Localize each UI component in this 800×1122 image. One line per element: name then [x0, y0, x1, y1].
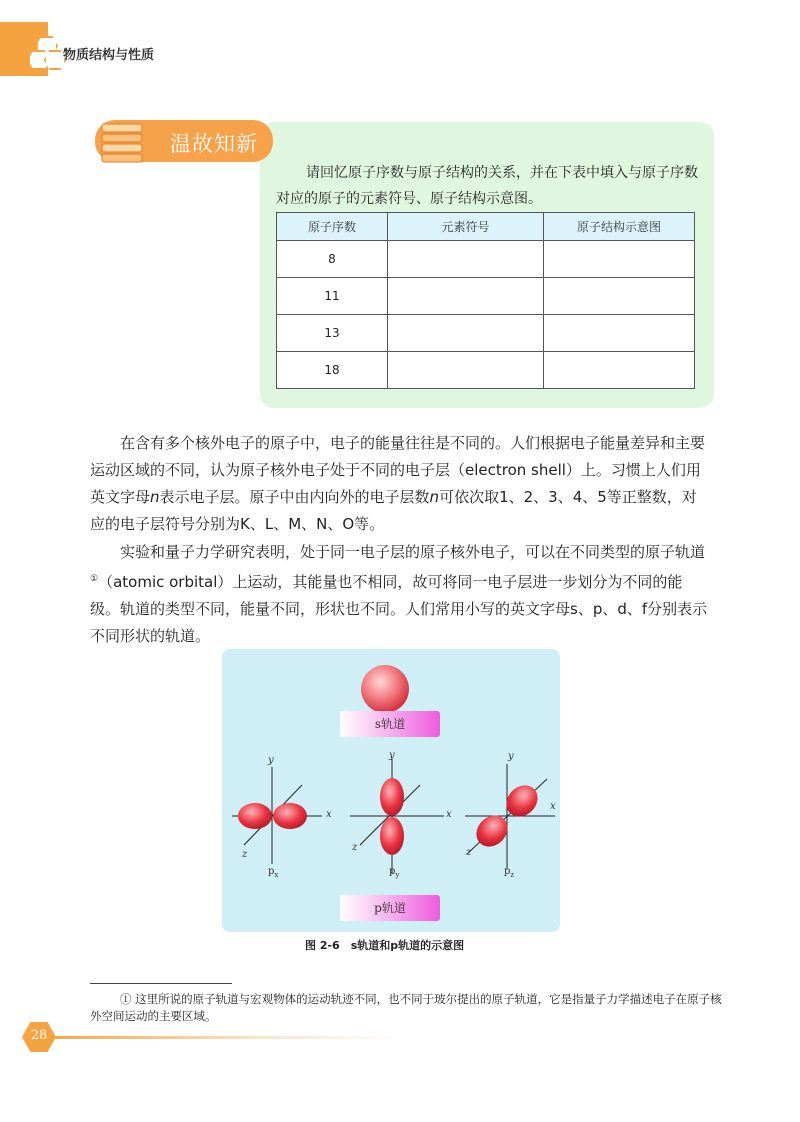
- paragraph-text: （atomic orbital）上运动，其能量也不相同，故可将同一电子层进一步划分为不同的能级。轨道的类型不同，能量不同，形状也不同。人们常用小写的英文字母s、p、d、f分别表示不同形状的轨道。: [90, 573, 708, 645]
- table-cell: [388, 315, 544, 352]
- table-row: [277, 278, 695, 315]
- pz-orbital: [465, 764, 555, 869]
- table-cell: [388, 241, 544, 278]
- page-footer-bar: [40, 1036, 400, 1039]
- page-number: 28: [30, 1028, 48, 1043]
- table-cell: [544, 315, 695, 352]
- paragraph-atomic-orbital: [90, 539, 710, 650]
- axis-label-z: z: [466, 847, 472, 858]
- chapter-title: 物质结构与性质: [63, 48, 155, 63]
- table-cell: [544, 241, 695, 278]
- table-row: [277, 352, 695, 389]
- review-badge-label: 温故知新: [170, 132, 258, 156]
- table-row: [277, 315, 695, 352]
- py-label: [389, 866, 399, 879]
- axis-label-x: x: [446, 809, 452, 820]
- footnote-divider: [90, 983, 232, 984]
- table-cell: [544, 352, 695, 389]
- review-prompt: 请回忆原子序数与原子结构的关系，并在下表中填入与原子序数对应的原子的元素符号、原子结构示意图。: [276, 165, 698, 207]
- paragraph-electron-shell: [90, 430, 710, 538]
- paragraph-text: 表示电子层。原子中由内向外的电子层数: [159, 488, 430, 506]
- footnote-marker: ①: [90, 574, 99, 584]
- symbol-n: n: [150, 488, 160, 506]
- pz-label-sub: z: [510, 871, 515, 879]
- px-label-main: p: [268, 866, 275, 877]
- px-label-sub: x: [274, 871, 279, 879]
- pz-label-main: p: [504, 866, 511, 877]
- axis-label-z: z: [242, 849, 248, 860]
- axis-label-x: x: [550, 801, 556, 812]
- orbital-diagram: [222, 649, 560, 932]
- axis-label-y: y: [508, 751, 514, 762]
- s-orbital-sphere: [361, 665, 409, 713]
- p-orbital-label: p轨道: [340, 895, 440, 921]
- axis-label-y: y: [268, 755, 274, 766]
- axis-label-z: z: [352, 842, 358, 853]
- books-icon: [100, 118, 144, 164]
- footnote: ① 这里所说的原子轨道与宏观物体的运动轨迹不同，也不同于玻尔提出的原子轨道，它是指量子力学描述电子在原子核外空间运动的主要区域。: [90, 992, 722, 1023]
- py-label-main: p: [389, 866, 396, 877]
- px-label: [268, 866, 278, 879]
- table-cell: 18: [277, 352, 388, 389]
- table-header: 原子结构示意图: [544, 213, 695, 241]
- py-orbital: [350, 759, 444, 874]
- symbol-n: n: [429, 488, 440, 506]
- s-orbital-label: s轨道: [340, 711, 440, 737]
- axis-label-x: x: [326, 809, 332, 820]
- table-cell: 13: [277, 315, 388, 352]
- table-cell: 11: [277, 278, 388, 315]
- table-cell: 8: [277, 241, 388, 278]
- pz-label: [504, 866, 514, 879]
- table-header-row: [277, 213, 695, 241]
- paragraph-text: 可依次取1、2、3、4、5等正整数，对应的电子层符号分别为K、L、M、N、O等。: [90, 488, 697, 533]
- table-header: 原子序数: [277, 213, 388, 241]
- py-label-sub: y: [395, 871, 400, 879]
- axis-label-y: y: [389, 750, 395, 761]
- paragraph-text: 在含有多个核外电子的原子中，电子的能量往往是不同的。人们根据电子能量差异和主要运动区域的不同，认为原子核外电子处于不同的电子层（electron shell）上。习惯上人们用英文字母: [90, 434, 706, 506]
- review-table: [276, 212, 695, 389]
- table-header: 元素符号: [388, 213, 544, 241]
- table-row: [277, 241, 695, 278]
- table-cell: [388, 352, 544, 389]
- table-cell: [388, 278, 544, 315]
- paragraph-text: 实验和量子力学研究表明，处于同一电子层的原子核外电子，可以在不同类型的原子轨道: [120, 543, 706, 561]
- table-cell: [544, 278, 695, 315]
- figure-caption: 图 2-6 s轨道和p轨道的示意图: [305, 939, 465, 952]
